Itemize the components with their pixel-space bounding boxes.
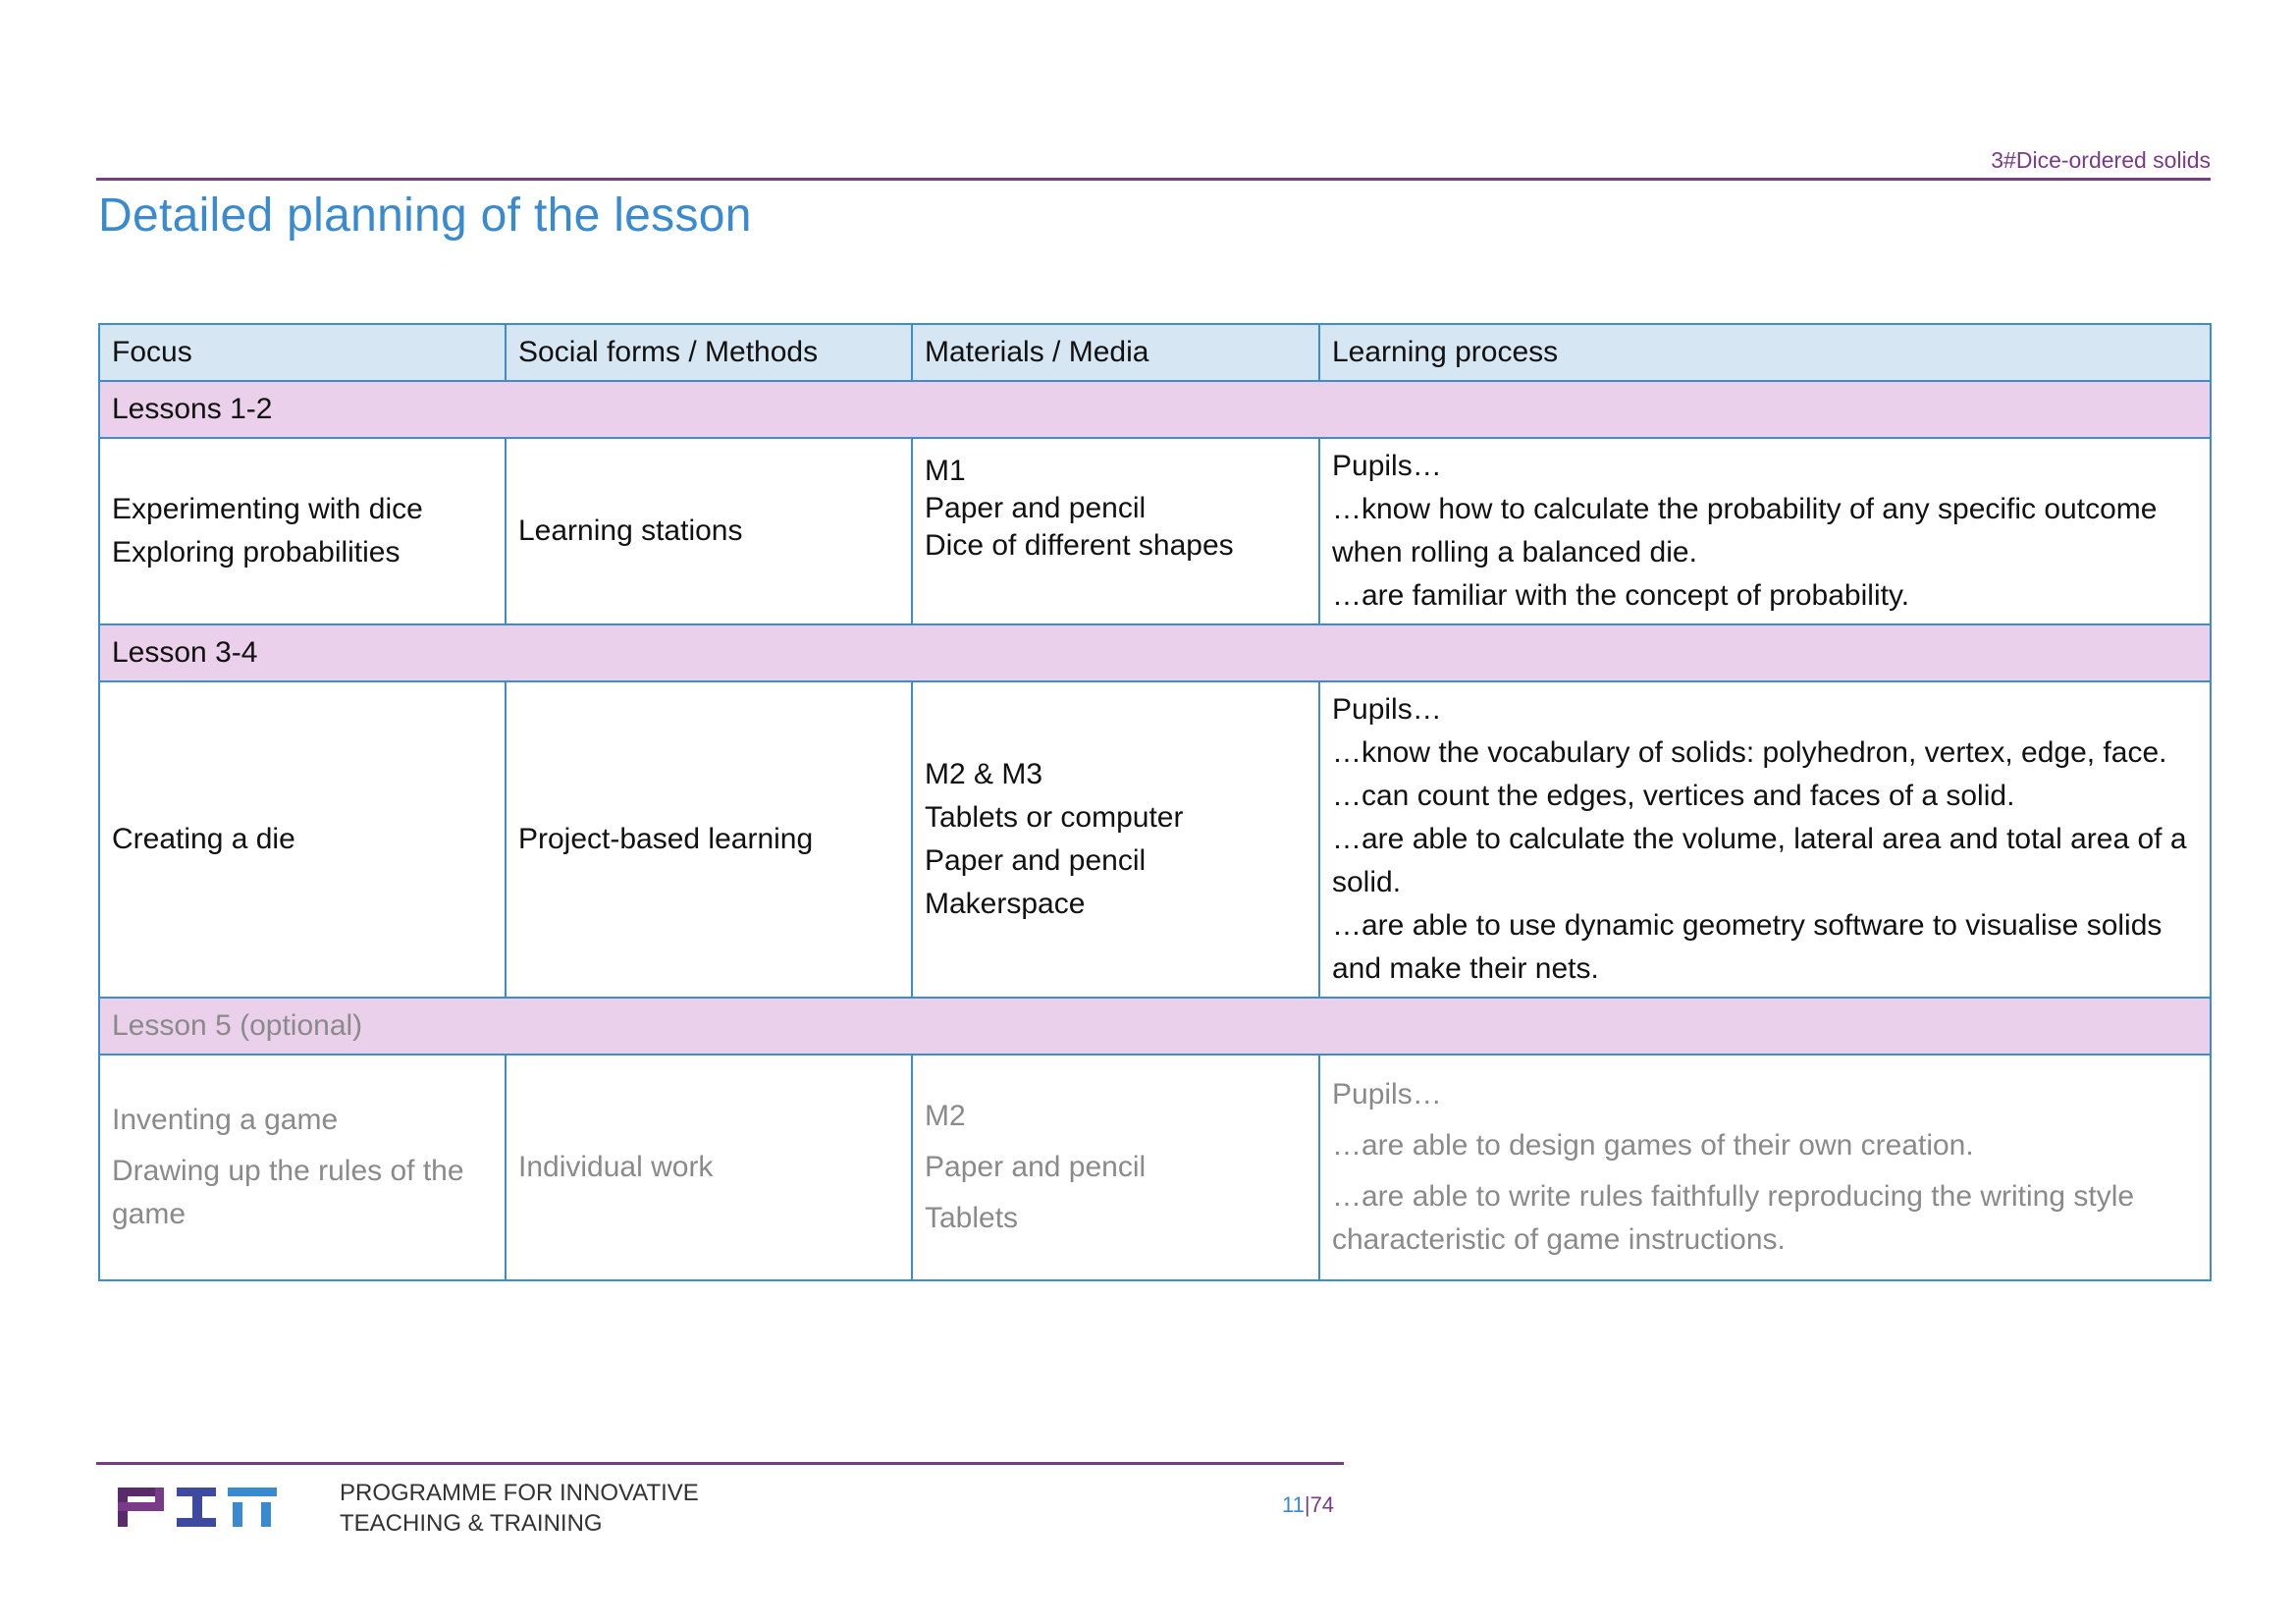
table-header-row bbox=[99, 324, 2211, 381]
material-item: Paper and pencil bbox=[925, 844, 1147, 877]
process-item: Pupils… bbox=[1332, 450, 1442, 482]
process-item: …are able to use dynamic geometry software to visualise solids and make their nets. bbox=[1332, 909, 2163, 985]
page-number bbox=[1282, 1492, 1334, 1518]
focus-cell bbox=[99, 1055, 506, 1280]
section-row bbox=[99, 998, 2211, 1055]
materials-cell bbox=[912, 438, 1319, 624]
process-item: …can count the edges, vertices and faces of a solid. bbox=[1332, 780, 2015, 812]
process-item: …know how to calculate the probability of any specific outcome when rolling a balanced die. bbox=[1332, 493, 2158, 568]
programme-line: PROGRAMME FOR INNOVATIVE bbox=[340, 1480, 699, 1506]
process-cell bbox=[1319, 681, 2211, 998]
focus-cell bbox=[99, 438, 506, 624]
process-cell bbox=[1319, 438, 2211, 624]
material-item: Tablets or computer bbox=[925, 801, 1184, 834]
method-cell: Project-based learning bbox=[506, 681, 912, 998]
method-cell: Individual work bbox=[506, 1055, 912, 1280]
focus-item: Drawing up the rules of the game bbox=[112, 1155, 464, 1230]
material-item: Dice of different shapes bbox=[925, 529, 1234, 562]
process-item: …are able to write rules faithfully reproducing the writing style characteristic of game instructions. bbox=[1332, 1180, 2135, 1256]
table-row bbox=[99, 1055, 2211, 1280]
process-item: …are able to calculate the volume, lateral area and total area of a solid. bbox=[1332, 823, 2187, 898]
focus-cell: Creating a die bbox=[99, 681, 506, 998]
process-item: Pupils… bbox=[1332, 1078, 1442, 1110]
material-item: M1 bbox=[925, 455, 966, 487]
material-item: M2 & M3 bbox=[925, 758, 1043, 790]
material-item: Tablets bbox=[925, 1202, 1019, 1234]
page-separator: | bbox=[1304, 1492, 1310, 1517]
section-label: Lesson 3-4 bbox=[99, 624, 2211, 681]
material-item: Makerspace bbox=[925, 888, 1086, 920]
page-title: Detailed planning of the lesson bbox=[98, 189, 752, 242]
header-divider bbox=[96, 178, 2211, 181]
section-row bbox=[99, 381, 2211, 438]
section-row bbox=[99, 624, 2211, 681]
section-label: Lessons 1-2 bbox=[99, 381, 2211, 438]
table-row bbox=[99, 438, 2211, 624]
material-item: Paper and pencil bbox=[925, 492, 1147, 524]
method-cell: Learning stations bbox=[506, 438, 912, 624]
materials-cell bbox=[912, 681, 1319, 998]
column-header-focus: Focus bbox=[99, 324, 506, 381]
material-item: M2 bbox=[925, 1100, 966, 1132]
focus-item: Inventing a game bbox=[112, 1104, 339, 1136]
footer-divider bbox=[96, 1462, 1344, 1465]
focus-item: Experimenting with dice bbox=[112, 493, 423, 525]
column-header-methods: Social forms / Methods bbox=[506, 324, 912, 381]
programme-line: TEACHING & TRAINING bbox=[340, 1510, 603, 1537]
process-item: Pupils… bbox=[1332, 693, 1442, 726]
pit-logo bbox=[118, 1488, 277, 1527]
column-header-materials: Materials / Media bbox=[912, 324, 1319, 381]
process-item: …know the vocabulary of solids: polyhedron, vertex, edge, face. bbox=[1332, 736, 2167, 769]
table-row bbox=[99, 681, 2211, 998]
process-item: …are familiar with the concept of probability. bbox=[1332, 579, 1910, 612]
section-label: Lesson 5 (optional) bbox=[99, 998, 2211, 1055]
column-header-process: Learning process bbox=[1319, 324, 2211, 381]
process-item: …are able to design games of their own creation. bbox=[1332, 1129, 1974, 1162]
programme-name bbox=[340, 1478, 699, 1539]
material-item: Paper and pencil bbox=[925, 1151, 1147, 1183]
materials-cell bbox=[912, 1055, 1319, 1280]
process-cell bbox=[1319, 1055, 2211, 1280]
lesson-plan-table bbox=[98, 323, 2212, 1281]
page-total: 74 bbox=[1309, 1492, 1335, 1517]
document-reference: 3#Dice-ordered solids bbox=[1991, 147, 2211, 173]
focus-item: Exploring probabilities bbox=[112, 536, 400, 568]
page-current: 11 bbox=[1282, 1492, 1305, 1517]
